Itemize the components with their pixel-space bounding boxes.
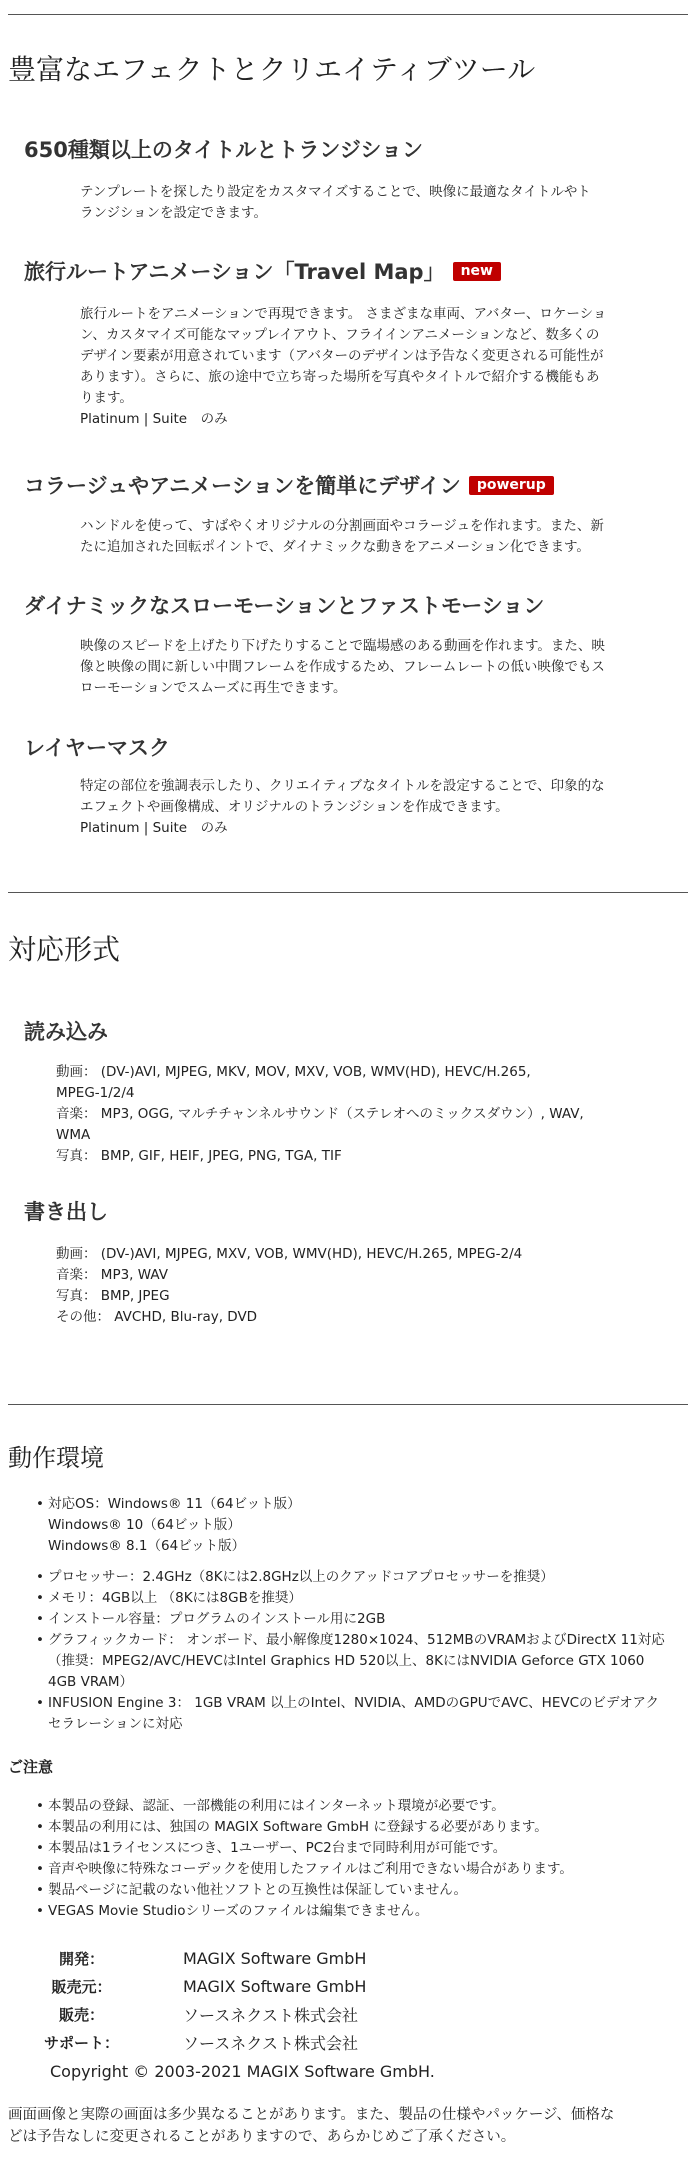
requirements-list [14,1494,694,1735]
feature-description: 旅行ルートをアニメーションで再現できます。 さまざまな車両、アバター、ロケーショ ン、カスタマイズ可能なマップレイアウト、フライインアニメーションなど、数多くの デザイン要素が用意されています（アバターのデザインは予告なく変更される可能性が あります）。さらに、旅の途中で立ち寄った場所を写真やタイトルで紹介する機能もあ ります。 Platinum | Suite のみ [80,304,660,430]
list-item: • 対応OS：Windows® 11（64ビット版） Windows® 10（64ビット版） Windows® 8.1（64ビット版） [48,1494,694,1557]
export-format-list: 動画： (DV-)AVI, MJPEG, MXV, VOB, WMV(HD), HEVC/H.265, MPEG-2/4 音楽： MP3, WAV 写真： BMP, JPEG その他： AVCHD, Blu-ray, DVD [56,1246,523,1325]
feature-description: テンプレートを探したり設定をカスタマイズすることで、映像に最適なタイトルやト ランジションを設定できます。 [80,184,591,221]
formats-title: 対応形式 [8,933,121,966]
feature-heading: 旅行ルートアニメーション「Travel Map」 new [24,256,501,286]
feature-description: 映像のスピードを上げたり下げたりすることで臨場感のある動画を作れます。また、映 像と映像の間に新しい中間フレームを作成するため、フレームレートの低い映像でもス ローモーションでスムーズに再生できます。 [80,638,605,696]
list-item: • 本製品の利用には、独国の MAGIX Software GmbH に登録する必要があります。 [48,1817,694,1838]
requirements-title: 動作環境 [8,1444,104,1472]
list-item: • メモリ：4GB以上 （8Kには8GBを推奨） [48,1588,694,1609]
os-list [14,1494,694,1557]
spec-list [14,1567,694,1735]
list-item: • 本製品は1ライセンスにつき、1ユーザー、PC2台まで同時利用が可能です。 [48,1838,694,1859]
notice-heading: ご注意 [8,1758,54,1776]
list-item: • グラフィックカード： オンボード、最小解像度1280×1024、512MBのVRAMおよびDirectX 11対応 （推奨：MPEG2/AVC/HEVCはIntel Graphics HD 520以上、8KにはNVIDIA Geforce GTX 1060 4GB VRAM） [48,1630,694,1693]
edition-note: Platinum | Suite のみ [80,411,228,427]
effect-feature-travel-map [24,256,501,286]
new-badge: new [453,262,501,281]
list-item: • プロセッサー：2.4GHz（8Kには2.8GHz以上のクアッドコアプロセッサーを推奨） [48,1567,694,1588]
top-divider [8,14,688,15]
credit-row-support: サポート： ソースネクスト株式会社 [43,2033,359,2053]
list-item: • 製品ページに記載のない他社ソフトとの互換性は保証していません。 [48,1880,694,1901]
effect-feature-collage [24,470,554,500]
export-heading: 書き出し [24,1200,108,1224]
section-divider [8,892,688,893]
import-heading: 読み込み [24,1020,108,1044]
disclaimer: 画面画像と実際の画面は多少異なることがあります。また、製品の仕様やパッケージ、価格な どは予告なしに変更されることがありますので、あらかじめご了承ください。 [8,2107,615,2145]
effect-feature-titles [24,134,423,164]
notice-list [14,1796,694,1922]
list-item: • インストール容量：プログラムのインストール用に2GB [48,1609,694,1630]
list-item: • 本製品の登録、認証、一部機能の利用にはインターネット環境が必要です。 [48,1796,694,1817]
effects-title: 豊富なエフェクトとクリエイティブツール [8,53,536,86]
list-item: • VEGAS Movie Studioシリーズのファイルは編集できません。 [48,1901,694,1922]
edition-note: Platinum | Suite のみ [80,820,228,836]
list-item: • INFUSION Engine 3： 1GB VRAM 以上のIntel、NVIDIA、AMDのGPUでAVC、HEVCのビデオアク セラレーションに対応 [48,1693,694,1735]
feature-heading: レイヤーマスク [24,736,170,760]
feature-description: 特定の部位を強調表示したり、クリエイティブなタイトルを設定することで、印象的な エフェクトや画像構成、オリジナルのトランジションを作成できます。 Platinum | Suite のみ [80,776,660,839]
powerup-badge: powerup [469,476,554,495]
effect-feature-slow-motion [24,590,544,620]
list-item: • 音声や映像に特殊なコーデックを使用したファイルはご利用できない場合があります。 [48,1859,694,1880]
import-format-list: 動画： (DV-)AVI, MJPEG, MKV, MOV, MXV, VOB, WMV(HD), HEVC/H.265, MPEG-1/2/4 音楽： MP3, OGG, マルチチャンネルサウンド（ステレオへのミックスダウン）, WAV, WMA 写真： BMP, GIF, HEIF, JPEG, PNG, TGA, TIF [56,1064,584,1164]
feature-heading: 650種類以上のタイトルとトランジション [24,138,423,162]
effect-feature-layer-mask [24,732,170,762]
feature-heading: コラージュやアニメーションを簡単にデザイン powerup [24,470,554,500]
credit-row-publisher: 販売元： MAGIX Software GmbH [51,1976,367,1996]
copyright: Copyright © 2003-2021 MAGIX Software GmbH. [50,2062,435,2081]
feature-description: ハンドルを使って、すばやくオリジナルの分割画面やコラージュを作れます。また、新 たに追加された回転ポイントで、ダイナミックな動きをアニメーション化できます。 [80,518,604,555]
feature-heading: ダイナミックなスローモーションとファストモーション [24,594,545,618]
credit-row-distributor: 販売： ソースネクスト株式会社 [58,2005,359,2025]
credit-row-developer: 開発： MAGIX Software GmbH [58,1948,367,1968]
credits-table [24,1944,366,2056]
section-divider [8,1404,688,1405]
